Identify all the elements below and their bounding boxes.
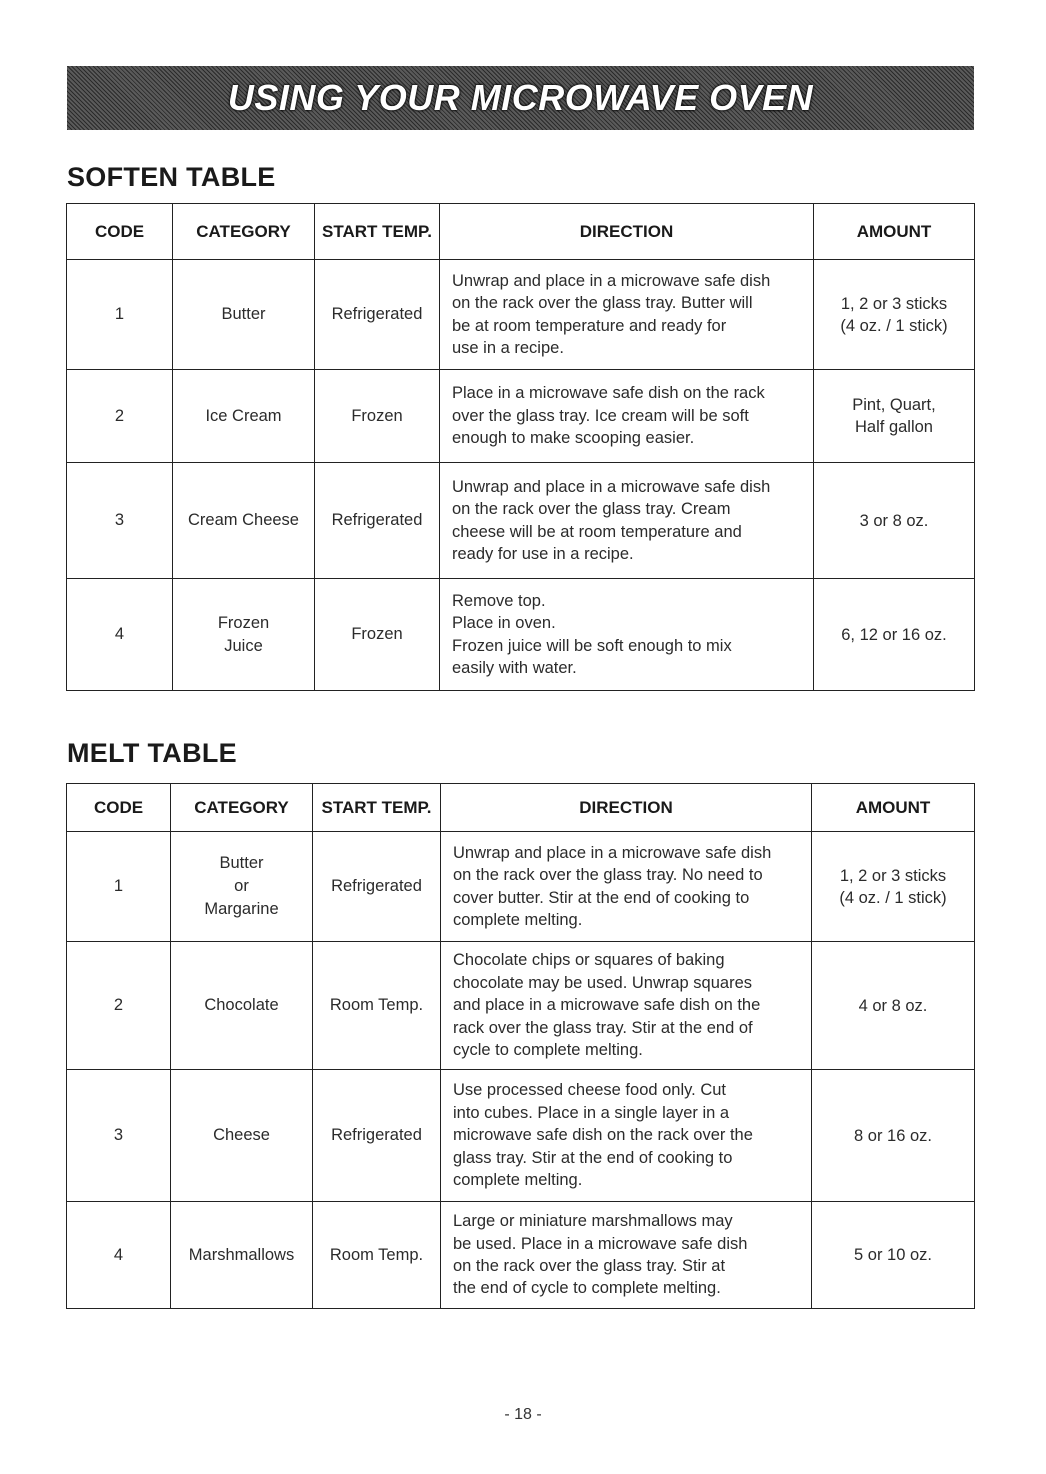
- cell-direction: Chocolate chips or squares of baking chocolate may be used. Unwrap squares and place in a microwave safe dish on the rack over the glass tray. Stir at the end of cycle to complete melting.: [441, 942, 812, 1070]
- table-row: [67, 370, 975, 463]
- cell-direction: Remove top. Place in oven. Frozen juice will be soft enough to mix easily with water.: [440, 579, 814, 691]
- cell-start-temp: Frozen: [315, 370, 440, 463]
- cell-amount: 3 or 8 oz.: [814, 463, 975, 579]
- column-header-direction: DIRECTION: [440, 204, 814, 260]
- cell-code: 2: [67, 942, 171, 1070]
- cell-start-temp: Refrigerated: [315, 463, 440, 579]
- table-row: [67, 260, 975, 370]
- cell-direction: Unwrap and place in a microwave safe dish on the rack over the glass tray. Cream cheese will be at room temperature and ready for use in a recipe.: [440, 463, 814, 579]
- column-header-start-temp: START TEMP.: [315, 204, 440, 260]
- cell-category: Cream Cheese: [173, 463, 315, 579]
- column-header-category: CATEGORY: [173, 204, 315, 260]
- table-header-row: [67, 204, 975, 260]
- column-header-direction: DIRECTION: [441, 784, 812, 832]
- page-number: - 18 -: [504, 1406, 542, 1423]
- melt-table: [66, 783, 975, 1309]
- cell-direction: Large or miniature marshmallows may be used. Place in a microwave safe dish on the rack over the glass tray. Stir at the end of cycle to complete melting.: [441, 1202, 812, 1309]
- cell-direction: Place in a microwave safe dish on the rack over the glass tray. Ice cream will be soft enough to make scooping easier.: [440, 370, 814, 463]
- column-header-code: CODE: [67, 784, 171, 832]
- cell-code: 4: [67, 579, 173, 691]
- cell-amount: 6, 12 or 16 oz.: [814, 579, 975, 691]
- cell-start-temp: Room Temp.: [313, 942, 441, 1070]
- cell-code: 4: [67, 1202, 171, 1309]
- cell-code: 1: [67, 832, 171, 942]
- soften-table-title: SOFTEN TABLE: [67, 162, 276, 192]
- table-row: [67, 1070, 975, 1202]
- cell-direction: Unwrap and place in a microwave safe dish on the rack over the glass tray. Butter will be at room temperature and ready for use in a recipe.: [440, 260, 814, 370]
- cell-category: Cheese: [171, 1070, 313, 1202]
- banner-title: USING YOUR MICROWAVE OVEN: [227, 77, 814, 118]
- cell-amount: 4 or 8 oz.: [812, 942, 975, 1070]
- column-header-amount: AMOUNT: [812, 784, 975, 832]
- column-header-start-temp: START TEMP.: [313, 784, 441, 832]
- column-header-category: CATEGORY: [171, 784, 313, 832]
- table-row: [67, 942, 975, 1070]
- table-row: [67, 832, 975, 942]
- soften-table: [66, 203, 975, 691]
- cell-code: 3: [67, 463, 173, 579]
- cell-category: Frozen Juice: [173, 579, 315, 691]
- cell-code: 2: [67, 370, 173, 463]
- cell-code: 1: [67, 260, 173, 370]
- cell-amount: 1, 2 or 3 sticks (4 oz. / 1 stick): [812, 832, 975, 942]
- cell-direction: Unwrap and place in a microwave safe dish on the rack over the glass tray. No need to cover butter. Stir at the end of cooking to complete melting.: [441, 832, 812, 942]
- page-banner: [67, 66, 974, 130]
- cell-start-temp: Room Temp.: [313, 1202, 441, 1309]
- cell-category: Butter: [173, 260, 315, 370]
- column-header-code: CODE: [67, 204, 173, 260]
- cell-amount: 5 or 10 oz.: [812, 1202, 975, 1309]
- table-row: [67, 463, 975, 579]
- table-row: [67, 1202, 975, 1309]
- cell-start-temp: Frozen: [315, 579, 440, 691]
- table-row: [67, 579, 975, 691]
- cell-start-temp: Refrigerated: [315, 260, 440, 370]
- cell-category: Marshmallows: [171, 1202, 313, 1309]
- cell-start-temp: Refrigerated: [313, 832, 441, 942]
- cell-code: 3: [67, 1070, 171, 1202]
- melt-table-title: MELT TABLE: [67, 738, 237, 768]
- column-header-amount: AMOUNT: [814, 204, 975, 260]
- cell-amount: 1, 2 or 3 sticks (4 oz. / 1 stick): [814, 260, 975, 370]
- cell-amount: Pint, Quart, Half gallon: [814, 370, 975, 463]
- cell-category: Ice Cream: [173, 370, 315, 463]
- cell-start-temp: Refrigerated: [313, 1070, 441, 1202]
- cell-direction: Use processed cheese food only. Cut into cubes. Place in a single layer in a microwave safe dish on the rack over the glass tray. Stir at the end of cooking to complete melting.: [441, 1070, 812, 1202]
- table-header-row: [67, 784, 975, 832]
- cell-category: Butter or Margarine: [171, 832, 313, 942]
- cell-category: Chocolate: [171, 942, 313, 1070]
- cell-amount: 8 or 16 oz.: [812, 1070, 975, 1202]
